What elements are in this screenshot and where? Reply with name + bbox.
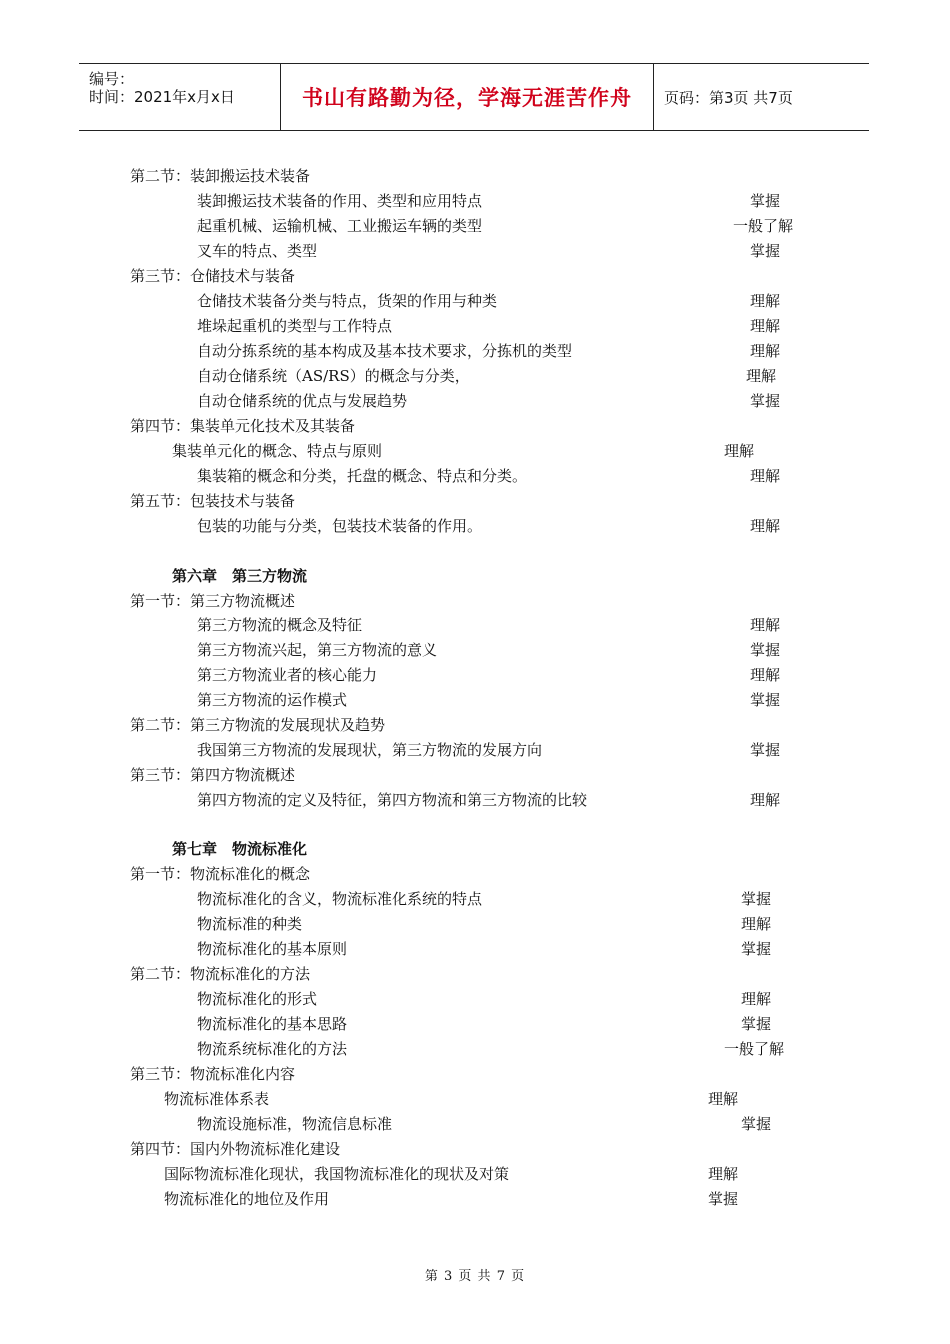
topic-item: 自动仓储系统（AS/RS）的概念与分类， bbox=[197, 367, 470, 385]
document-header bbox=[79, 63, 869, 131]
mastery-level: 理解 bbox=[750, 292, 781, 310]
topic-item: 物流标准化的基本思路 bbox=[197, 1015, 348, 1033]
mastery-level: 理解 bbox=[741, 915, 772, 933]
section-heading: 第二节：第三方物流的发展现状及趋势 bbox=[130, 716, 386, 734]
mastery-level: 理解 bbox=[708, 1165, 739, 1183]
mastery-level: 理解 bbox=[746, 367, 777, 385]
section-heading: 第三节：第四方物流概述 bbox=[130, 766, 296, 784]
mastery-level: 掌握 bbox=[750, 192, 781, 210]
mastery-level: 一般了解 bbox=[733, 217, 794, 235]
mastery-level: 掌握 bbox=[750, 641, 781, 659]
page-footer bbox=[0, 1265, 950, 1284]
mastery-level: 掌握 bbox=[741, 1115, 772, 1133]
mastery-level: 掌握 bbox=[750, 691, 781, 709]
topic-item: 国际物流标准化现状，我国物流标准化的现状及对策 bbox=[164, 1165, 510, 1183]
topic-item: 堆垛起重机的类型与工作特点 bbox=[197, 317, 393, 335]
mastery-level: 理解 bbox=[708, 1090, 739, 1108]
header-motto: 书山有路勤为径，学海无涯苦作舟 bbox=[302, 86, 632, 110]
chapter-heading: 第七章 物流标准化 bbox=[172, 840, 308, 858]
topic-item: 自动仓储系统的优点与发展趋势 bbox=[197, 392, 408, 410]
topic-item: 起重机械、运输机械、工业搬运车辆的类型 bbox=[197, 217, 483, 235]
section-heading: 第一节：物流标准化的概念 bbox=[130, 865, 311, 883]
mastery-level: 理解 bbox=[741, 990, 772, 1008]
mastery-level: 理解 bbox=[750, 616, 781, 634]
topic-item: 叉车的特点、类型 bbox=[197, 242, 318, 260]
topic-item: 装卸搬运技术装备的作用、类型和应用特点 bbox=[197, 192, 483, 210]
chapter-heading: 第六章 第三方物流 bbox=[172, 567, 308, 585]
header-page-info: 页码：第3页 共7页 bbox=[664, 88, 793, 107]
mastery-level: 理解 bbox=[750, 317, 781, 335]
mastery-level: 理解 bbox=[750, 791, 781, 809]
mastery-level: 一般了解 bbox=[724, 1040, 785, 1058]
mastery-level: 理解 bbox=[750, 342, 781, 360]
mastery-level: 掌握 bbox=[750, 392, 781, 410]
mastery-level: 理解 bbox=[724, 442, 755, 460]
topic-item: 物流标准化的基本原则 bbox=[197, 940, 348, 958]
topic-item: 物流标准化的形式 bbox=[197, 990, 318, 1008]
section-heading: 第五节：包装技术与装备 bbox=[130, 492, 296, 510]
topic-item: 物流标准体系表 bbox=[164, 1090, 270, 1108]
topic-item: 物流标准化的含义，物流标准化系统的特点 bbox=[197, 890, 483, 908]
topic-item: 包装的功能与分类，包装技术装备的作用。 bbox=[197, 517, 483, 535]
topic-item: 物流设施标准，物流信息标准 bbox=[197, 1115, 393, 1133]
topic-item: 第三方物流的运作模式 bbox=[197, 691, 348, 709]
header-time-label: 时间：2021年x月x日 bbox=[89, 88, 235, 106]
topic-item: 物流系统标准化的方法 bbox=[197, 1040, 348, 1058]
section-heading: 第三节：物流标准化内容 bbox=[130, 1065, 296, 1083]
mastery-level: 掌握 bbox=[741, 890, 772, 908]
section-heading: 第三节：仓储技术与装备 bbox=[130, 267, 296, 285]
header-number-label: 编号： bbox=[89, 70, 135, 88]
mastery-level: 理解 bbox=[750, 666, 781, 684]
section-heading: 第一节：第三方物流概述 bbox=[130, 592, 296, 610]
header-meta-cell bbox=[79, 64, 281, 130]
mastery-level: 理解 bbox=[750, 467, 781, 485]
topic-item: 集装箱的概念和分类，托盘的概念、特点和分类。 bbox=[197, 467, 528, 485]
section-heading: 第四节：集装单元化技术及其装备 bbox=[130, 417, 356, 435]
topic-item: 集装单元化的概念、特点与原则 bbox=[172, 442, 383, 460]
section-heading: 第二节：物流标准化的方法 bbox=[130, 965, 311, 983]
mastery-level: 掌握 bbox=[708, 1190, 739, 1208]
section-heading: 第二节：装卸搬运技术装备 bbox=[130, 167, 311, 185]
mastery-level: 掌握 bbox=[750, 242, 781, 260]
topic-item: 自动分拣系统的基本构成及基本技术要求，分拣机的类型 bbox=[197, 342, 573, 360]
topic-item: 第三方物流兴起，第三方物流的意义 bbox=[197, 641, 438, 659]
topic-item: 第四方物流的定义及特征，第四方物流和第三方物流的比较 bbox=[197, 791, 588, 809]
mastery-level: 掌握 bbox=[741, 940, 772, 958]
header-motto-cell bbox=[281, 64, 654, 130]
topic-item: 第三方物流业者的核心能力 bbox=[197, 666, 378, 684]
footer-page-number: 第 3 页 共 7 页 bbox=[424, 1269, 526, 1284]
topic-item: 物流标准化的地位及作用 bbox=[164, 1190, 330, 1208]
header-page-cell bbox=[654, 64, 869, 130]
mastery-level: 理解 bbox=[750, 517, 781, 535]
mastery-level: 掌握 bbox=[741, 1015, 772, 1033]
topic-item: 第三方物流的概念及特征 bbox=[197, 616, 363, 634]
topic-item: 我国第三方物流的发展现状，第三方物流的发展方向 bbox=[197, 741, 543, 759]
topic-item: 物流标准的种类 bbox=[197, 915, 303, 933]
mastery-level: 掌握 bbox=[750, 741, 781, 759]
section-heading: 第四节：国内外物流标准化建设 bbox=[130, 1140, 341, 1158]
topic-item: 仓储技术装备分类与特点，货架的作用与种类 bbox=[197, 292, 498, 310]
